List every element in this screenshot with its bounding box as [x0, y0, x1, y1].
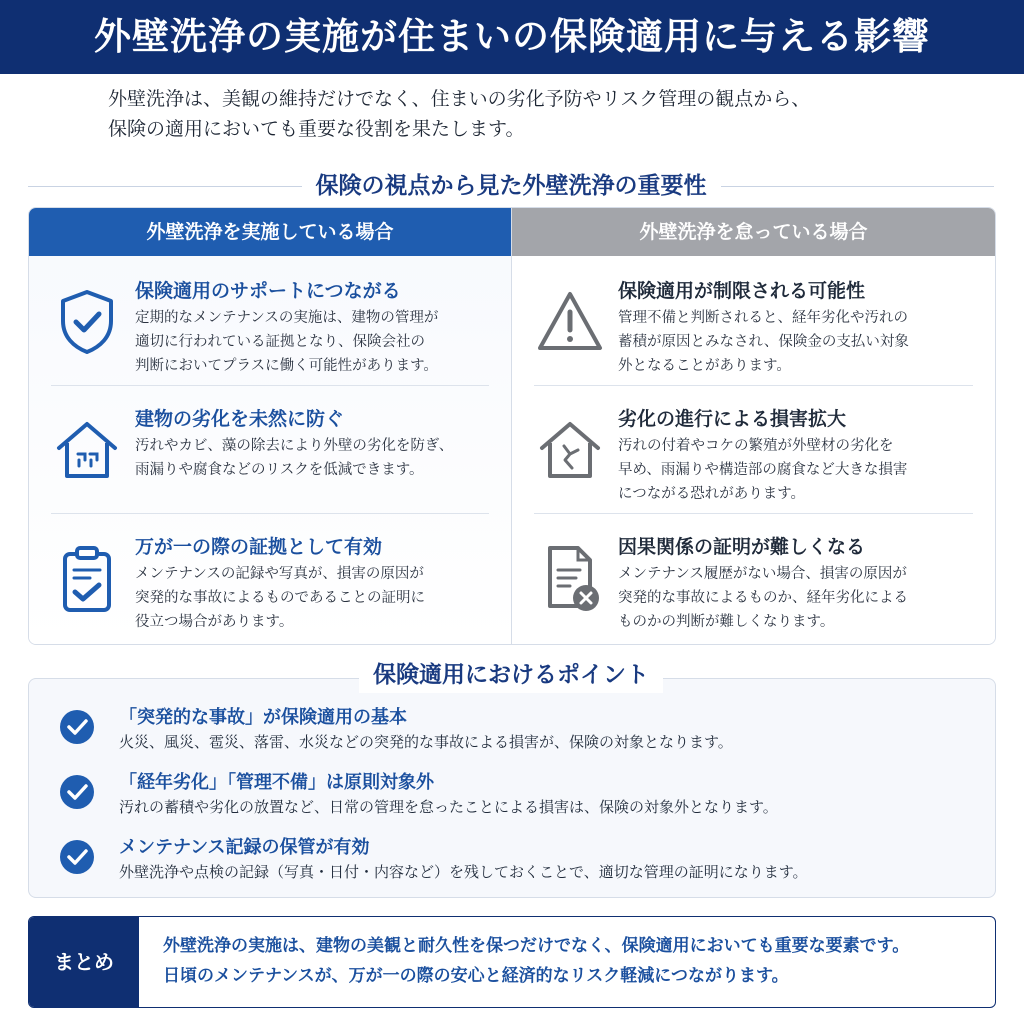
- list-item: [29, 386, 511, 514]
- list-item: [512, 386, 995, 514]
- item-title: 建物の劣化を未然に防ぐ: [135, 408, 345, 430]
- clipboard-check-icon: [49, 540, 125, 616]
- summary-line: 外壁洗浄の実施は、建物の美観と耐久性を保つだけでなく、保険適用においても重要な要素です。: [163, 936, 910, 956]
- item-title: 劣化の進行による損害拡大: [618, 408, 847, 430]
- point-description: 外壁洗浄や点検の記録（写真・日付・内容など）を残しておくことで、適切な管理の証明になります。: [119, 863, 808, 881]
- shield-check-icon: [49, 284, 125, 360]
- point-item: [29, 768, 995, 832]
- desc-line: メンテナンスの記録や写真が、損害の原因が: [135, 566, 424, 582]
- column-neglected: [512, 208, 995, 644]
- house-icon: [49, 412, 125, 488]
- document-x-icon: [532, 540, 608, 616]
- desc-line: 定期的なメンテナンスの実施は、建物の管理が: [135, 310, 439, 326]
- item-title: 万が一の際の証拠として有効: [135, 536, 383, 558]
- warning-icon: [532, 284, 608, 360]
- desc-line: につながる恐れがあります。: [618, 486, 806, 502]
- item-title: 因果関係の証明が難しくなる: [618, 536, 866, 558]
- list-item: [512, 514, 995, 642]
- desc-line: 雨漏りや腐食などのリスクを低減できます。: [135, 462, 424, 478]
- points-panel: [28, 678, 996, 898]
- page-title: 外壁洗浄の実施が住まいの保険適用に与える影響: [94, 15, 930, 58]
- column-header-implemented: 外壁洗浄を実施している場合: [29, 208, 511, 256]
- point-description: 汚れの蓄積や劣化の放置など、日常の管理を怠ったことによる損害は、保険の対象外となります。: [119, 798, 778, 816]
- point-title: 「経年劣化」「管理不備」は原則対象外: [119, 772, 434, 793]
- desc-line: 適切に行われている証拠となり、保険会社の: [135, 334, 425, 350]
- desc-line: 突発的な事故によるものであることの証明に: [135, 590, 425, 606]
- desc-line: 早め、雨漏りや構造部の腐食など大きな損害: [618, 462, 908, 478]
- title-bar: [0, 0, 1024, 74]
- item-description: [618, 306, 978, 378]
- item-description: [618, 434, 978, 506]
- cracked-house-icon: [532, 412, 608, 488]
- check-circle-icon: [59, 709, 95, 745]
- intro-text: [108, 84, 968, 144]
- summary-text: [163, 931, 983, 991]
- point-description: 火災、風災、雹災、落雷、水災などの突発的な事故による損害が、保険の対象となります。: [119, 733, 733, 751]
- summary-label: まとめ: [29, 917, 139, 1007]
- desc-line: 突発的な事故によるものか、経年劣化による: [618, 590, 908, 606]
- item-description: [135, 562, 495, 634]
- intro-line: 外壁洗浄は、美観の維持だけでなく、住まいの劣化予防やリスク管理の観点から、: [108, 88, 811, 110]
- list-item: [512, 258, 995, 386]
- list-item: [29, 258, 511, 386]
- desc-line: 蓄積が原因とみなされ、保険金の支払い対象: [618, 334, 909, 350]
- check-circle-icon: [59, 774, 95, 810]
- section-title-text: 保険の視点から見た外壁洗浄の重要性: [302, 168, 721, 204]
- desc-line: 外となることがあります。: [618, 358, 791, 374]
- desc-line: 汚れの付着やコケの繁殖が外壁材の劣化を: [618, 438, 894, 454]
- item-title: 保険適用のサポートにつながる: [135, 280, 401, 302]
- desc-line: 汚れやカビ、藻の除去により外壁の劣化を防ぎ、: [135, 438, 454, 454]
- section-title-text: 保険適用におけるポイント: [359, 657, 663, 693]
- point-title: メンテナンス記録の保管が有効: [119, 837, 370, 858]
- section-title-points: [28, 657, 994, 693]
- intro-line: 保険の適用においても重要な役割を果たします。: [108, 118, 525, 140]
- desc-line: ものかの判断が難しくなります。: [618, 614, 835, 630]
- desc-line: メンテナンス履歴がない場合、損害の原因が: [618, 566, 907, 582]
- column-implemented: [29, 208, 511, 644]
- desc-line: 管理不備と判断されると、経年劣化や汚れの: [618, 310, 908, 326]
- desc-line: 判断においてプラスに働く可能性があります。: [135, 358, 438, 374]
- comparison-table: [28, 207, 996, 645]
- item-description: [135, 434, 495, 482]
- item-description: [135, 306, 495, 378]
- item-title: 保険適用が制限される可能性: [618, 280, 866, 302]
- desc-line: 役立つ場合があります。: [135, 614, 294, 630]
- section-title-importance: [28, 168, 994, 204]
- list-item: [29, 514, 511, 642]
- item-description: [618, 562, 978, 634]
- point-title: 「突発的な事故」が保険適用の基本: [119, 707, 407, 728]
- column-header-neglected: 外壁洗浄を怠っている場合: [512, 208, 995, 256]
- point-item: [29, 703, 995, 767]
- summary-line: 日頃のメンテナンスが、万が一の際の安心と経済的なリスク軽減につながります。: [163, 966, 789, 986]
- summary-box: [28, 916, 996, 1008]
- point-item: [29, 833, 995, 897]
- check-circle-icon: [59, 839, 95, 875]
